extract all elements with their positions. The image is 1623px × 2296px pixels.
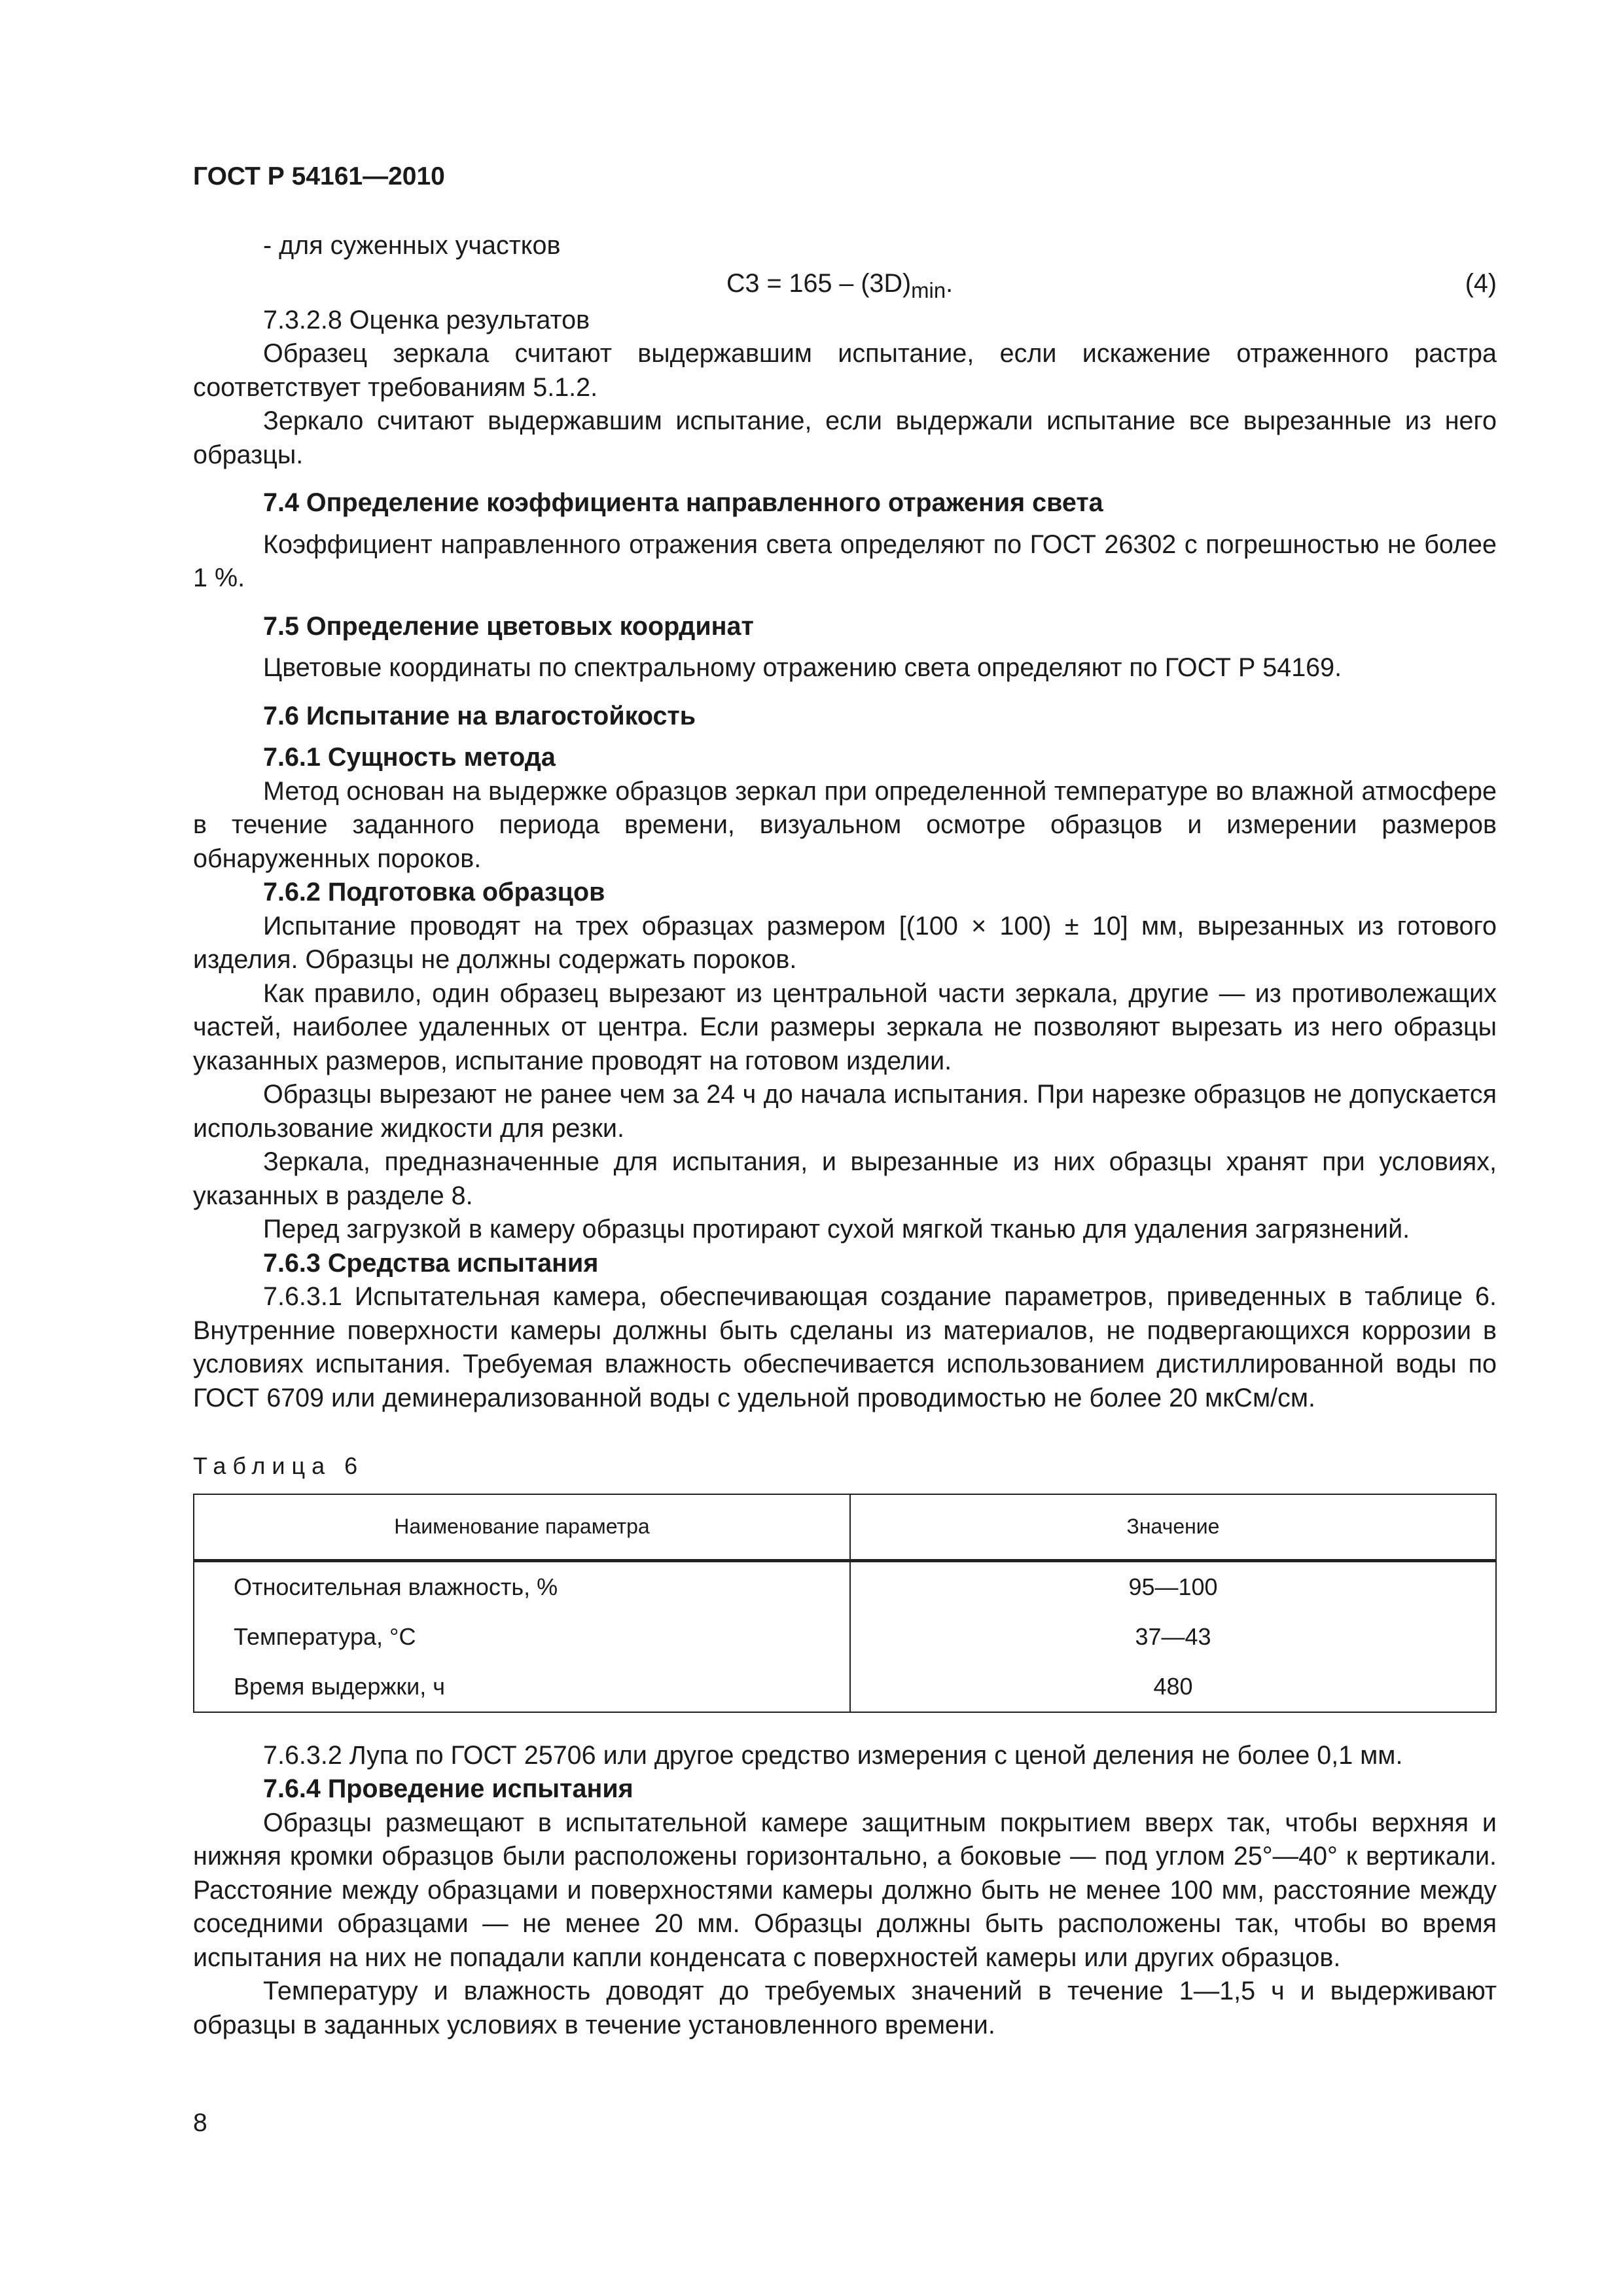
table-cell-value: 95—100: [850, 1560, 1496, 1612]
subsection-heading: 7.6.1 Сущность метода: [263, 743, 556, 772]
paragraph: 7.6.3.1 Испытательная камера, обеспечивающая создание параметров, приведенных в таблице 6. Внутренние поверхности камеры должны быть сделаны из материалов, не подвергающихся коррозии в условиях испытания. Требуемая влажность обеспечивается использованием дистиллированной воды по ГОСТ 6709 или деминерализованной воды с удельной проводимостью не более 20 мкСм/см.: [193, 1282, 1497, 1412]
table-cell-value: 480: [850, 1662, 1496, 1712]
paragraph: Цветовые координаты по спектральному отражению света определяют по ГОСТ Р 54169.: [263, 653, 1342, 682]
section-heading: 7.6 Испытание на влагостойкость: [263, 701, 696, 730]
subsection-heading: 7.6.3 Средства испытания: [263, 1248, 599, 1278]
paragraph: Метод основан на выдержке образцов зеркал при определенной температуре во влажной атмосфере в течение заданного периода времени, визуальном осмотре образцов и измерении размеров обнаруженных пороков.: [193, 776, 1497, 873]
paragraph: Зеркало считают выдержавшим испытание, если выдержали испытание все вырезанные из него образцы.: [193, 406, 1497, 469]
paragraph: Образцы вырезают не ранее чем за 24 ч до начала испытания. При нарезке образцов не допускается использование жидкости для резки.: [193, 1080, 1497, 1143]
subsection-title: 7.3.2.8 Оценка результатов: [263, 305, 590, 334]
table-cell-value: 37—43: [850, 1612, 1496, 1662]
paragraph: Испытание проводят на трех образцах размером [(100 × 100) ± 10] мм, вырезанных из готового изделия. Образцы не должны содержать пороков.: [193, 911, 1497, 974]
table-cell-param: Время выдержки, ч: [194, 1662, 850, 1712]
paragraph: Как правило, один образец вырезают из центральной части зеркала, другие — из противолежащих частей, наиболее удаленных от центра. Если размеры зеркала не позволяют вырезать из него образцы указанных размеров, испытание проводят на готовом изделии.: [193, 978, 1497, 1075]
formula: $C3 = 165 - (3D)_{min}$.: [726, 268, 954, 302]
section-heading: 7.5 Определение цветовых координат: [263, 611, 754, 641]
page-number: 8: [193, 2109, 207, 2137]
parameters-table: [193, 1494, 1497, 1713]
paragraph: Перед загрузкой в камеру образцы протирают сухой мягкой тканью для удаления загрязнений.: [263, 1215, 1410, 1244]
paragraph: Образцы размещают в испытательной камере защитным покрытием вверх так, чтобы верхняя и нижняя кромки образцов были расположены горизонтально, а боковые — под углом 25°—40° к вертикали. Расстояние между образцами и поверхностями камеры должно быть не менее 100 мм, расстояние между соседними образцами — не менее 20 мм. Образцы должны быть расположены так, чтобы во время испытания на них не попадали капли конденсата с поверхностей камеры или других образцов.: [193, 1808, 1497, 1972]
table-cell-param: Температура, °С: [194, 1612, 850, 1662]
paragraph: Образец зеркала считают выдержавшим испытание, если искажение отраженного растра соответствует требованиям 5.1.2.: [193, 339, 1497, 402]
table-row: [194, 1560, 1496, 1612]
section-heading: 7.4 Определение коэффициента направленного отражения света: [263, 488, 1103, 517]
table-cell-param: Относительная влажность, %: [194, 1560, 850, 1612]
page-content: [193, 229, 1497, 2042]
paragraph: Коэффициент направленного отражения света определяют по ГОСТ 26302 с погрешностью не более 1 %.: [193, 529, 1497, 592]
subsection-heading: 7.6.2 Подготовка образцов: [263, 878, 605, 906]
paragraph: 7.6.3.2 Лупа по ГОСТ 25706 или другое средство измерения с ценой деления не более 0,1 мм.: [263, 1740, 1403, 1770]
table-header-cell: Значение: [850, 1494, 1496, 1561]
formula-number: (4): [1465, 268, 1497, 298]
table-row: [194, 1662, 1496, 1712]
subsection-heading: 7.6.4 Проведение испытания: [263, 1774, 633, 1803]
paragraph: Зеркала, предназначенные для испытания, и вырезанные из них образцы хранят при условиях, указанных в разделе 8.: [193, 1147, 1497, 1210]
list-item: - для суженных участков: [263, 231, 561, 260]
paragraph: Температуру и влажность доводят до требуемых значений в течение 1—1,5 ч и выдерживают образцы в заданных условиях в течение установленного времени.: [193, 1977, 1497, 2039]
table-header-row: [194, 1494, 1496, 1561]
table-caption: Таблица 6: [193, 1452, 365, 1479]
table-row: [194, 1612, 1496, 1662]
table-header-cell: Наименование параметра: [194, 1494, 850, 1561]
formula-row: [193, 263, 1497, 304]
document-header: ГОСТ Р 54161—2010: [193, 162, 445, 190]
